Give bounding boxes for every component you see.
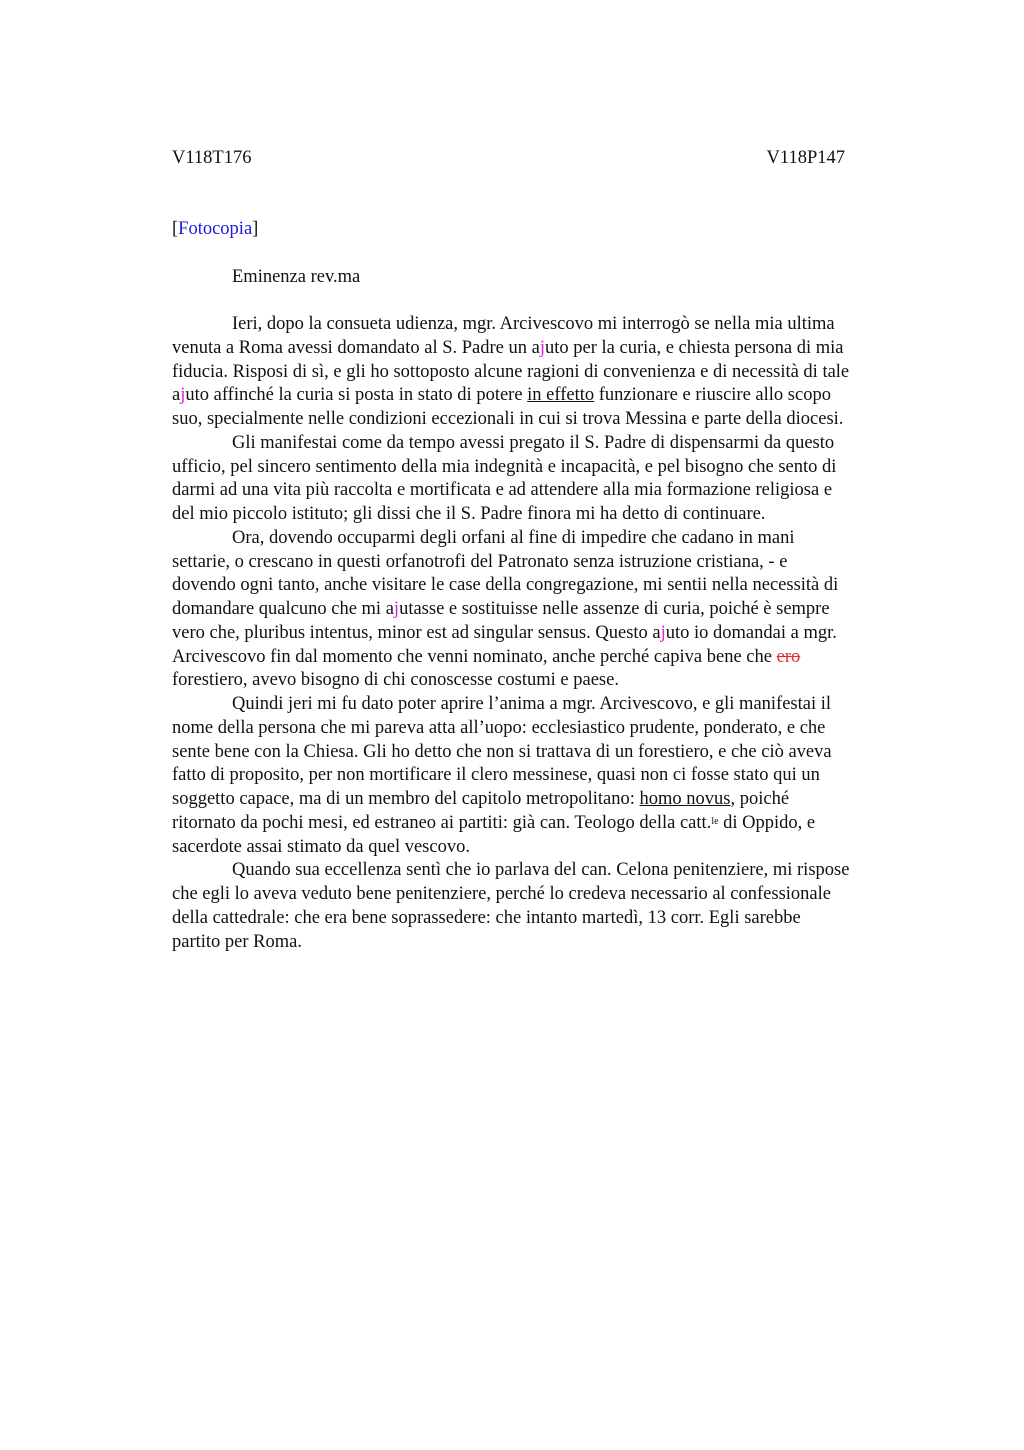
text-line: che egli lo aveva veduto bene penitenziere, perché lo credeva necessario al confessionale (172, 884, 831, 904)
bracket-close: ] (252, 219, 259, 239)
text-line: ufficio, pel sincero sentimento della mia indegnità e incapacità, e pel bisogno che sento di (172, 456, 837, 477)
inserted-letter: j (393, 599, 400, 619)
inserted-letter: j (539, 337, 545, 358)
text-line: Ieri, dopo la consueta udienza, mgr. Arcivescovo mi interrogò se nella mia ultima (232, 314, 835, 334)
underlined-text: homo novus (639, 789, 731, 809)
text-line: ritornato da pochi mesi, ed estraneo ai partiti: già can. Teologo della catt.$^{le}$ di Oppido, e (172, 812, 816, 833)
text-line: della cattedrale: che era bene soprassedere: che intanto martedì, 13 corr. Egli sarebbe (172, 907, 801, 928)
text-line: soggetto capace, ma di un membro del capitolo metropolitano: homo novus, poiché (172, 789, 790, 809)
fotocopia-label: Fotocopia (178, 219, 253, 239)
text-line: settarie, o crescano in questi orfanotrofi del Patronato senza istruzione cristiana, - e (172, 551, 788, 572)
fotocopia-note (172, 218, 258, 241)
text-line: vero che, pluribus intentus, minor est ad singular sensus. Questo ajuto io domandai a mgr. (172, 622, 837, 643)
letter-body (172, 313, 932, 954)
text-line: dovendo ogni tanto, anche visitare le case della congregazione, mi sentii nella necessità di (172, 575, 839, 596)
text-line: nome della persona che mi pareva atta all’uopo: ecclesiastico prudente, ponderato, e che (172, 717, 826, 738)
text-line: fiducia. Risposi di sì, e gli ho sottoposto alcune ragioni di convenienza e di necessità di tale (172, 361, 850, 382)
text-line: venuta a Roma avessi domandato al S. Padre un ajuto per la curia, e chiesta persona di mia (172, 337, 844, 358)
text-line: Gli manifestai come da tempo avessi pregato il S. Padre di dispensarmi da questo (232, 432, 835, 453)
superscript: le (711, 815, 719, 827)
inserted-letter: j (180, 385, 186, 406)
inserted-letter: j (660, 622, 666, 643)
text-line: Arcivescovo fin dal momento che venni nominato, anche perché capiva bene che ero (172, 646, 801, 667)
text-line: sacerdote assai stimato da quel vescovo. (172, 836, 470, 857)
text-line: suo, specialmente nelle condizioni eccezionali in cui si trova Messina e parte della diocesi. (172, 409, 844, 429)
code-right: V118P147 (766, 148, 845, 168)
text-line: Quando sua eccellenza sentì che io parlava del can. Celona penitenziere, mi rispose (232, 860, 850, 881)
salutation: Eminenza rev.ma (232, 267, 361, 287)
text-line: darmi ad una vita più raccolta e mortificata e ad attendere alla mia formazione religiosa e (172, 480, 833, 501)
text-line: domandare qualcuno che mi ajutasse e sostituisse nelle assenze di curia, poiché è sempre (172, 599, 830, 619)
text-line: Quindi jeri mi fu dato poter aprire l’anima a mgr. Arcivescovo, e gli manifestai il (232, 694, 832, 714)
code-left: V118T176 (172, 148, 252, 168)
underlined-text: in effetto (527, 385, 595, 406)
text-line: fatto di proposito, per non mortificare il clero messinese, quasi non ci fosse stato qui un (172, 765, 820, 786)
text-line: del mio piccolo istituto; gli dissi che il S. Padre finora mi ha detto di continuare. (172, 504, 766, 524)
text-line: Ora, dovendo occuparmi degli orfani al fine di impedire che cadano in mani (232, 527, 795, 548)
bracket-open: [ (172, 219, 179, 239)
text-line: forestiero, avevo bisogno di chi conoscesse costumi e paese. (172, 670, 619, 691)
text-line: sente bene con la Chiesa. Gli ho detto che non si trattava di un forestiero, e che ciò aveva (172, 741, 832, 762)
text-line: ajuto affinché la curia si posta in stato di potere in effetto funzionare e riuscire allo scopo (172, 385, 831, 406)
deleted-text: ero (776, 646, 801, 667)
text-line: partito per Roma. (172, 931, 302, 952)
